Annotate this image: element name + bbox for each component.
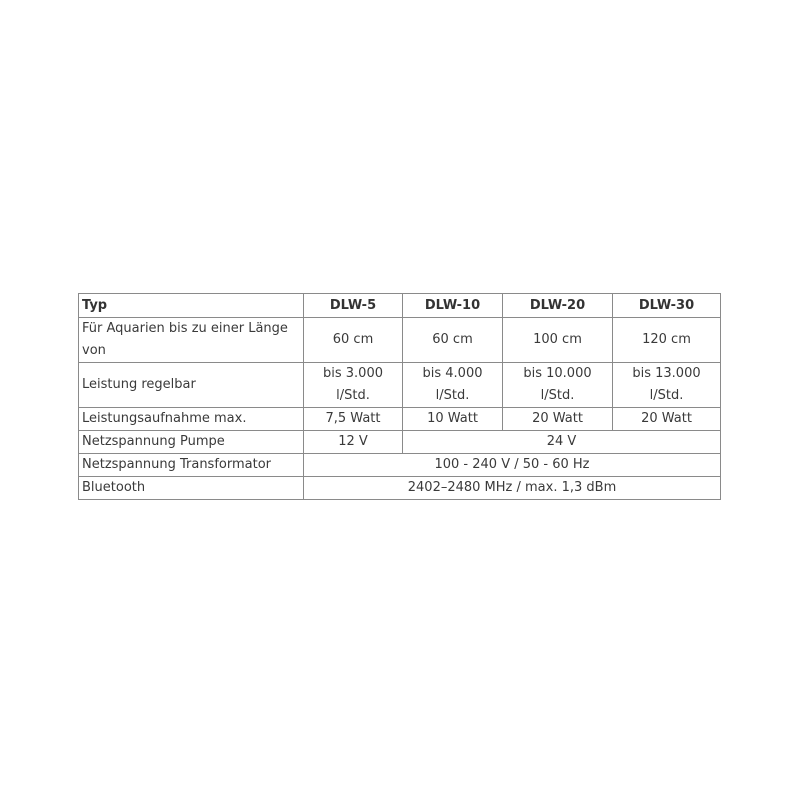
cell-pump-voltage-others: 24 V <box>403 431 721 454</box>
cell-flow-dlw-30-line1: bis 13.000 <box>632 366 701 381</box>
row-label-length <box>79 318 304 363</box>
cell-length-dlw-30: 120 cm <box>613 318 721 363</box>
cell-flow-dlw-30 <box>613 363 721 408</box>
cell-length-dlw-10: 60 cm <box>403 318 503 363</box>
cell-power-dlw-20: 20 Watt <box>503 408 613 431</box>
row-label-bluetooth: Bluetooth <box>79 477 304 500</box>
cell-flow-dlw-10-line2: l/Std. <box>435 388 470 403</box>
table-row-flow <box>79 363 721 408</box>
cell-power-dlw-30: 20 Watt <box>613 408 721 431</box>
cell-flow-dlw-10-line1: bis 4.000 <box>422 366 483 381</box>
table-row-power <box>79 408 721 431</box>
cell-power-dlw-5: 7,5 Watt <box>304 408 403 431</box>
spec-table <box>78 293 721 500</box>
table-row-length <box>79 318 721 363</box>
row-label-pump-voltage: Netzspannung Pumpe <box>79 431 304 454</box>
header-type: Typ <box>79 294 304 318</box>
cell-flow-dlw-30-line2: l/Std. <box>649 388 684 403</box>
cell-flow-dlw-5-line1: bis 3.000 <box>323 366 383 381</box>
cell-flow-dlw-20 <box>503 363 613 408</box>
cell-pump-voltage-dlw-5: 12 V <box>304 431 403 454</box>
row-label-transformer-voltage: Netzspannung Transformator <box>79 454 304 477</box>
cell-transformer-voltage: 100 - 240 V / 50 - 60 Hz <box>304 454 721 477</box>
header-dlw-30: DLW-30 <box>613 294 721 318</box>
header-dlw-5: DLW-5 <box>304 294 403 318</box>
table-row-bluetooth <box>79 477 721 500</box>
cell-length-dlw-5: 60 cm <box>304 318 403 363</box>
cell-flow-dlw-20-line2: l/Std. <box>540 388 575 403</box>
cell-flow-dlw-10 <box>403 363 503 408</box>
table-row-transformer-voltage <box>79 454 721 477</box>
row-label-length-line2: von <box>82 343 106 358</box>
row-label-flow: Leistung regelbar <box>79 363 304 408</box>
cell-flow-dlw-5-line2: l/Std. <box>336 388 370 403</box>
header-dlw-20: DLW-20 <box>503 294 613 318</box>
table-row-pump-voltage <box>79 431 721 454</box>
cell-bluetooth: 2402–2480 MHz / max. 1,3 dBm <box>304 477 721 500</box>
cell-flow-dlw-20-line1: bis 10.000 <box>523 366 592 381</box>
table-header-row <box>79 294 721 318</box>
header-dlw-10: DLW-10 <box>403 294 503 318</box>
cell-power-dlw-10: 10 Watt <box>403 408 503 431</box>
row-label-power: Leistungsaufnahme max. <box>79 408 304 431</box>
row-label-length-line1: Für Aquarien bis zu einer Länge <box>82 321 288 336</box>
cell-flow-dlw-5 <box>304 363 403 408</box>
cell-length-dlw-20: 100 cm <box>503 318 613 363</box>
